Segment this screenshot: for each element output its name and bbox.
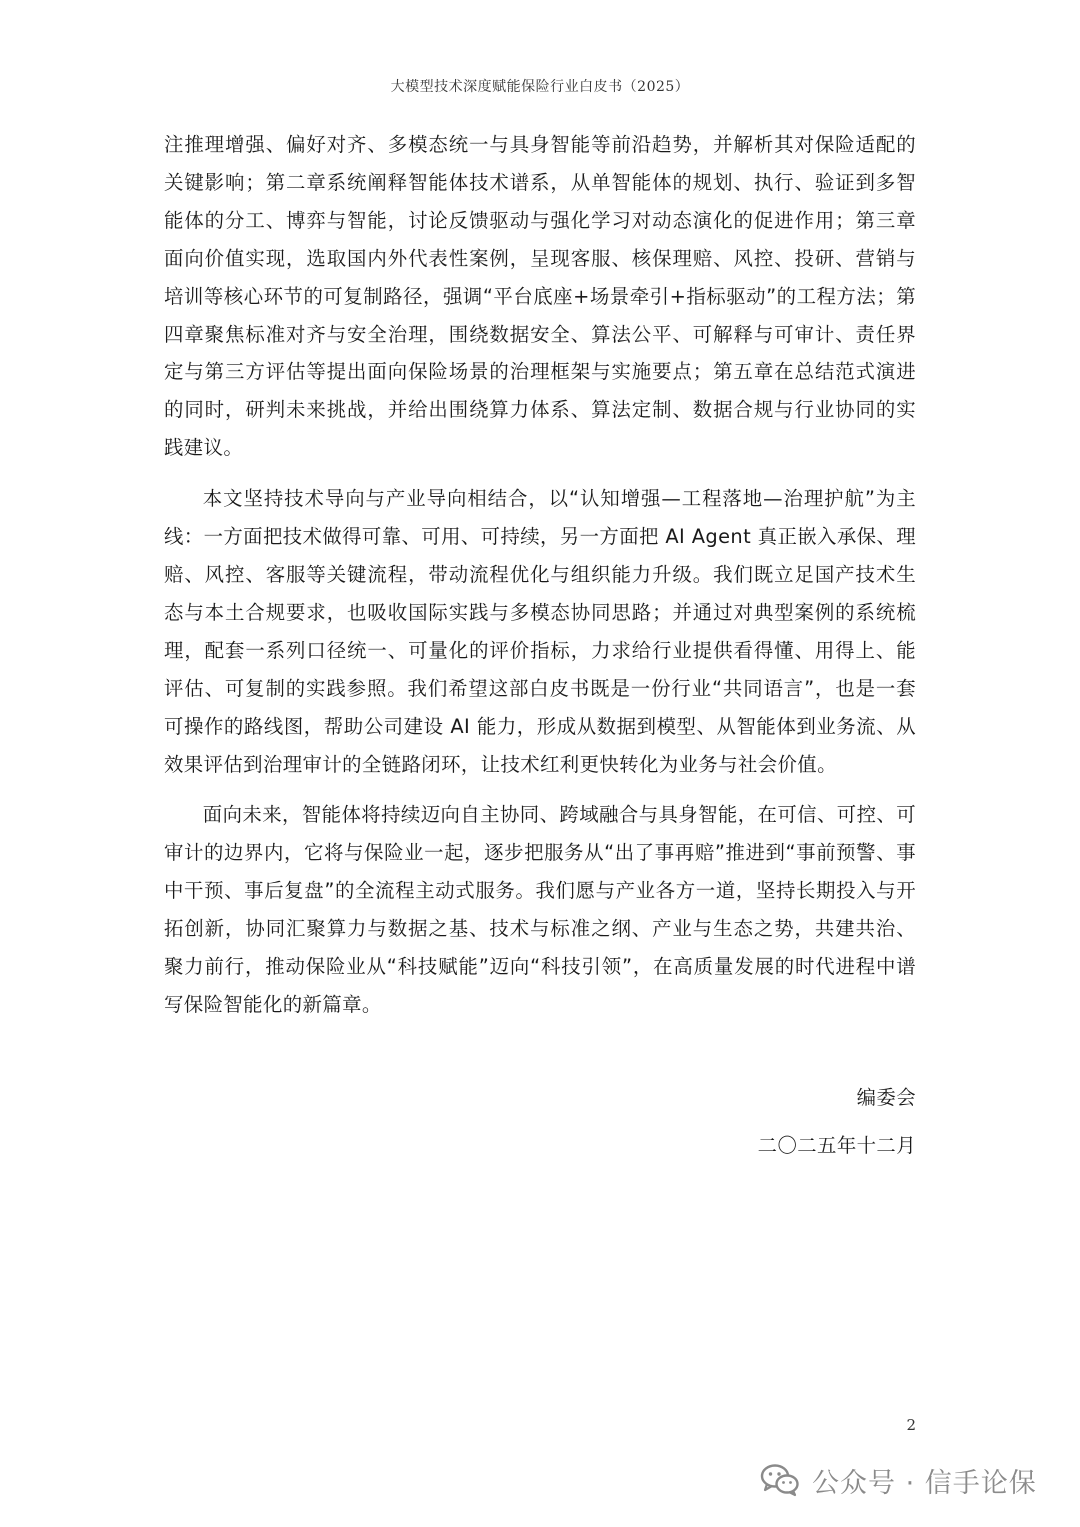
paragraph-future-outlook: 面向未来，智能体将持续迈向自主协同、跨域融合与具身智能，在可信、可控、可审计的边界内，它将与保险业一起，逐步把服务从“出了事再赔”推进到“事前预警、事中干预、事后复盘”的全流程主动式服务。我们愿与产业各方一道，坚持长期投入与开拓创新，协同汇聚算力与数据之基、技术与标准之纲、产业与生态之势，共建共治、聚力前行，推动保险业从“科技赋能”迈向“科技引领”，在高质量发展的时代进程中谱写保险智能化的新篇章。 (164, 803, 916, 1016)
signature-date: 二〇二五年十二月 (757, 1134, 916, 1157)
paragraph-main-approach: 本文坚持技术导向与产业导向相结合，以“认知增强—工程落地—治理护航”为主线：一方面把技术做得可靠、可用、可持续，另一方面把 AI Agent 真正嵌入承保、理赔、风控、客服等关键流程，带动流程优化与组织能力升级。我们既立足国产技术生态与本土合规要求，也吸收国际实践与多模态协同思路；并通过对典型案例的系统梳理，配套一系列口径统一、可量化的评价指标，力求给行业提供看得懂、用得上、能评估、可复制的实践参照。我们希望这部白皮书既是一份行业“共同语言”，也是一套可操作的路线图，帮助公司建设 AI 能力，形成从数据到模型、从智能体到业务流、从效果评估到治理审计的全链路闭环，让技术红利更快转化为业务与社会价值。 (164, 487, 916, 776)
page-number: 2 (906, 1416, 916, 1434)
wechat-icon (760, 1463, 800, 1497)
document-body (164, 126, 916, 1024)
paragraph-chapters-overview: 注推理增强、偏好对齐、多模态统一与具身智能等前沿趋势，并解析其对保险适配的关键影响；第二章系统阐释智能体技术谱系，从单智能体的规划、执行、验证到多智能体的分工、博弈与智能，讨论反馈驱动与强化学习对动态演化的促进作用；第三章面向价值实现，选取国内外代表性案例，呈现客服、核保理赔、风控、投研、营销与培训等核心环节的可复制路径，强调“平台底座+场景牵引+指标驱动”的工程方法；第四章聚焦标准对齐与安全治理，围绕数据安全、算法公平、可解释与可审计、责任界定与第三方评估等提出面向保险场景的治理框架与实施要点；第五章在总结范式演进的同时，研判未来挑战，并给出围绕算力体系、算法定制、数据合规与行业协同的实践建议。 (164, 133, 916, 460)
watermark (760, 1458, 1037, 1502)
running-header: 大模型技术深度赋能保险行业白皮书（2025） (390, 79, 690, 95)
watermark-text: 公众号 · 信手论保 (812, 1467, 1037, 1499)
signature-committee: 编委会 (856, 1086, 916, 1109)
